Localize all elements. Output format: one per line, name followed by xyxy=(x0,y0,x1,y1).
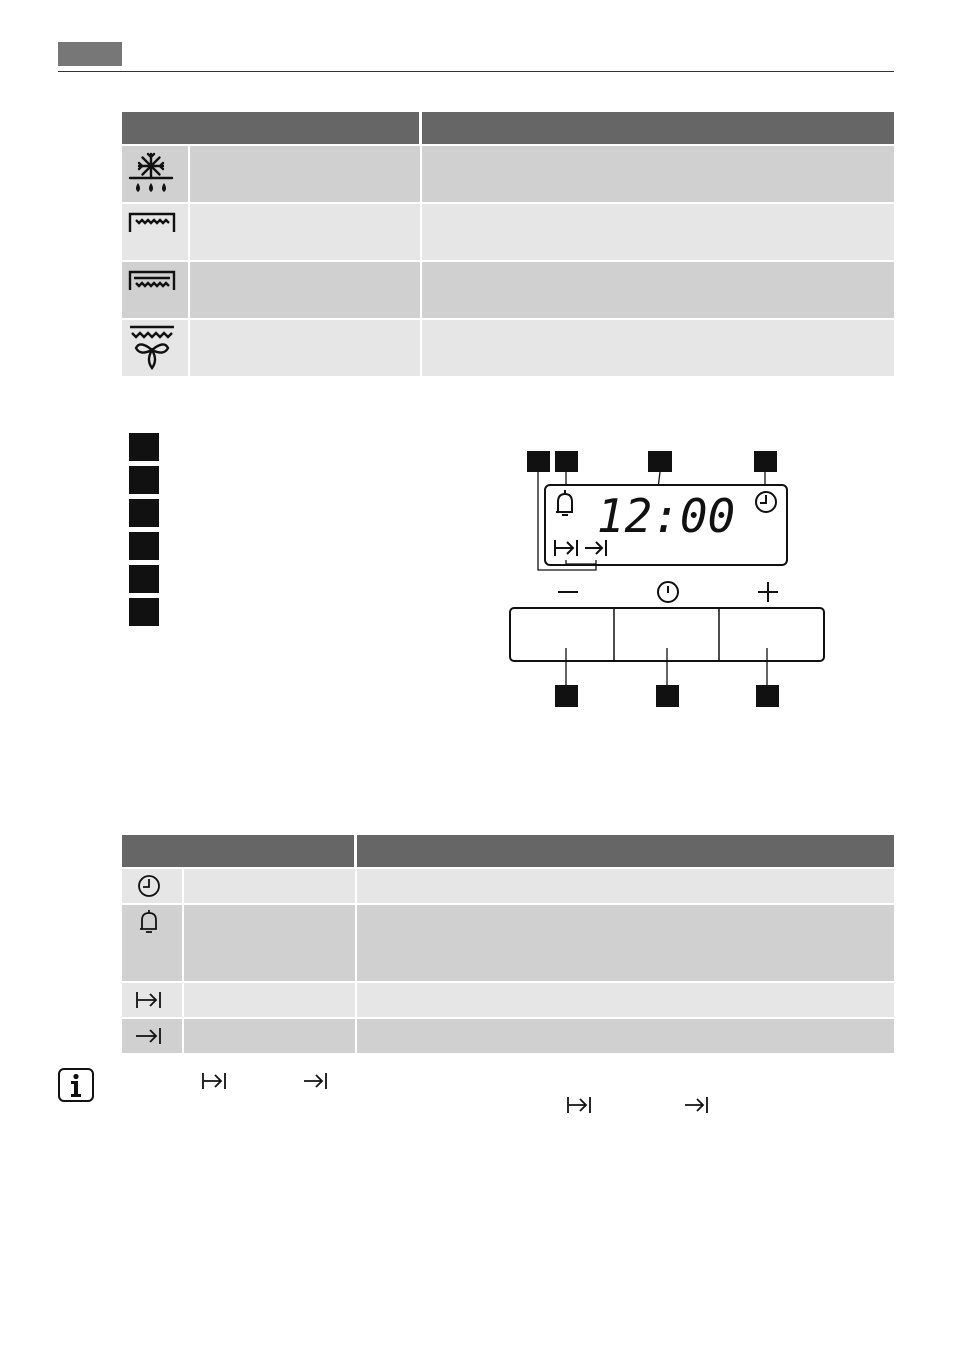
table-header xyxy=(122,835,894,867)
fan-bottom-heat-icon xyxy=(122,320,188,376)
header-tab xyxy=(58,42,122,66)
duration-icon xyxy=(565,1095,593,1115)
info-icon xyxy=(58,1068,94,1102)
callout-marker xyxy=(555,685,578,707)
table-row xyxy=(122,983,894,1017)
callout-marker xyxy=(656,685,679,707)
table-row xyxy=(122,905,894,981)
timer-display-diagram xyxy=(500,440,840,720)
duration-icon xyxy=(122,983,182,1017)
table-row xyxy=(122,262,894,318)
legend-marker xyxy=(129,598,159,626)
callout-marker xyxy=(756,685,779,707)
callout-marker xyxy=(754,451,777,472)
bell-icon xyxy=(122,905,182,981)
end-icon xyxy=(122,1019,182,1053)
bottom-heat-icon xyxy=(122,262,188,318)
defrost-icon xyxy=(122,146,188,202)
legend-marker xyxy=(129,433,159,461)
table-row xyxy=(122,869,894,903)
top-heat-icon xyxy=(122,204,188,260)
header-rule xyxy=(58,71,894,72)
clock-icon xyxy=(122,869,182,903)
callout-marker xyxy=(555,451,578,472)
callout-marker xyxy=(648,451,672,472)
table-row xyxy=(122,1019,894,1053)
table-row xyxy=(122,320,894,376)
table-row xyxy=(122,204,894,260)
duration-icon xyxy=(200,1071,228,1091)
oven-functions-table xyxy=(122,112,894,376)
table-row xyxy=(122,146,894,202)
legend-marker xyxy=(129,532,159,560)
callout-marker xyxy=(527,451,550,472)
display-time: 12:00 xyxy=(596,489,736,543)
legend-marker xyxy=(129,565,159,593)
clock-button-symbol xyxy=(658,582,678,602)
legend-marker xyxy=(129,466,159,494)
end-icon xyxy=(302,1071,330,1091)
end-icon xyxy=(683,1095,711,1115)
legend-marker xyxy=(129,499,159,527)
table-header xyxy=(122,112,894,144)
clock-functions-table xyxy=(122,835,894,1053)
plus-symbol xyxy=(758,582,778,602)
